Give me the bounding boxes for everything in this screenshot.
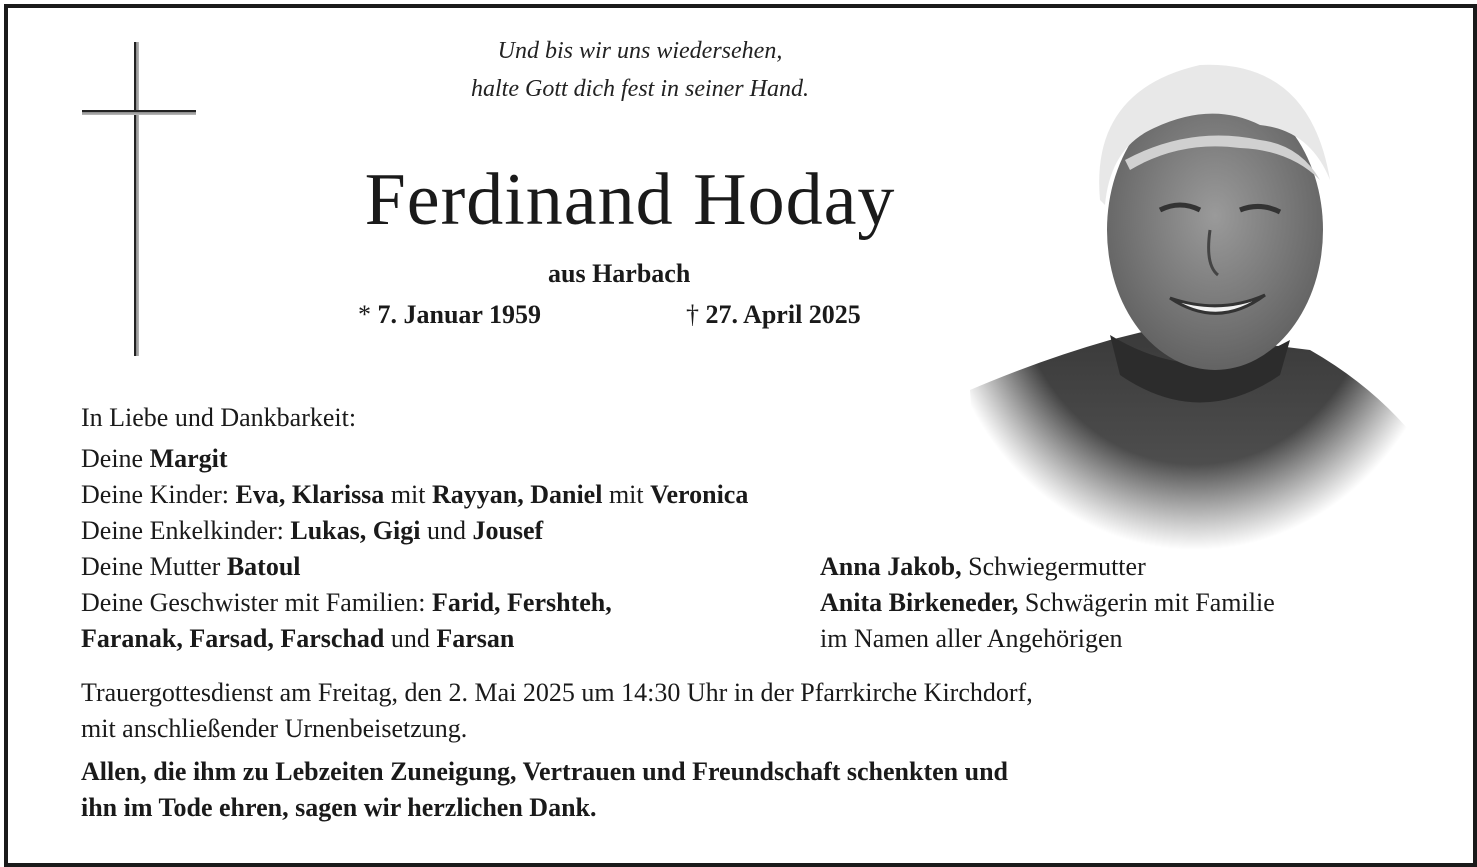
grandchildren-names-1: Lukas, Gigi [290,516,421,545]
right-2-role: Schwägerin mit Familie [1018,588,1275,617]
children-names-2: Rayyan, Daniel [431,480,603,509]
thanks-line-2: ihn im Tode ehren, sagen wir herzlichen Dank. [81,793,597,822]
mourner-spouse-prefix: Deine [81,444,150,473]
grandchildren-und: und [420,516,473,545]
service-line-1: Trauergottesdienst am Freitag, den 2. Mai 2025 um 14:30 Uhr in der Pfarrkirche Kirchdorf, [81,678,1033,707]
cross-icon [134,42,139,356]
children-mit-1: mit [384,480,432,509]
birth-date-value: 7. Januar 1959 [377,300,541,329]
siblings-names-1: Farid, Fershteh, [431,588,612,617]
motto-line-2: halte Gott dich fest in seiner Hand. [471,76,809,102]
mourner-siblings [81,588,612,618]
service-line-2: mit anschließender Urnenbeisetzung. [81,714,468,743]
death-symbol: † [686,300,699,329]
children-names-1: Eva, Klarissa [235,480,385,509]
siblings-names-2: Faranak, Farsad, Farschad [81,624,385,653]
mourner-mother [81,552,301,582]
grandchildren-names-2: Jousef [472,516,544,545]
birth-symbol: * [358,300,371,329]
mourner-spouse-name: Margit [149,444,228,473]
death-date [686,300,861,330]
right-1-name: Anna Jakob, [820,552,962,581]
cross-icon-bar [82,110,196,115]
thanks-line-1: Allen, die ihm zu Lebzeiten Zuneigung, Vertrauen und Freundschaft schenkten und [81,757,1008,786]
mourner-right-1 [820,552,1146,582]
birth-date [358,300,541,330]
siblings-und: und [384,624,437,653]
mourner-right-3: im Namen aller Angehörigen [820,624,1123,653]
deceased-name: Ferdinand Hoday [364,159,896,241]
mourner-siblings-cont [81,624,514,654]
children-mit-2: mit [602,480,651,509]
mourner-children [81,480,748,510]
mourner-grandchildren [81,516,543,546]
motto-line-1: Und bis wir uns wiedersehen, [497,38,783,64]
death-date-value: 27. April 2025 [705,300,861,329]
mother-prefix: Deine Mutter [81,552,227,581]
grandchildren-prefix: Deine Enkelkinder: [81,516,291,545]
right-2-name: Anita Birkeneder, [820,588,1019,617]
children-names-3: Veronica [650,480,749,509]
mother-name: Batoul [226,552,301,581]
siblings-prefix: Deine Geschwister mit Familien: [81,588,432,617]
origin: aus Harbach [548,259,691,288]
mourners-intro: In Liebe und Dankbarkeit: [81,403,357,432]
children-prefix: Deine Kinder: [81,480,236,509]
siblings-names-3: Farsan [436,624,515,653]
mourner-spouse [81,444,228,474]
right-1-role: Schwiegermutter [961,552,1146,581]
portrait-photo [960,30,1430,550]
mourner-right-2 [820,588,1275,618]
